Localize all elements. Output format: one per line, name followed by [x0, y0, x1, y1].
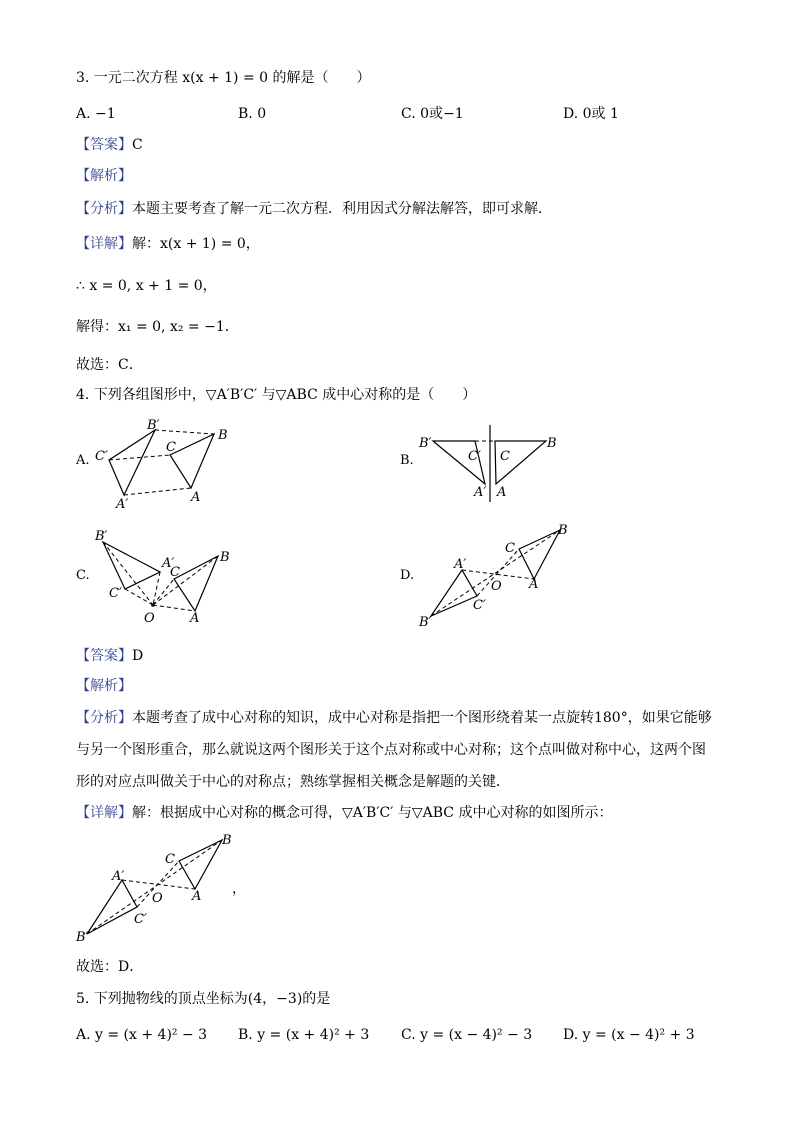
q3-analysis: 【分析】本题主要考查了解一元二次方程．利用因式分解法解答，即可求解． — [76, 201, 552, 217]
label-b: B — [558, 523, 568, 538]
q5-stem: 5. 下列抛物线的顶点坐标为(4，−3)的是 — [76, 991, 331, 1007]
q3-option-b[interactable]: B. 0 — [238, 106, 267, 122]
q3-options — [76, 104, 726, 124]
label-b-prime: B′ — [147, 418, 160, 433]
label-b-prime: B′ — [419, 615, 432, 630]
label-c-prime: C′ — [468, 449, 481, 464]
q4-figure-c[interactable] — [90, 525, 240, 630]
q4-analysis-line-1: 【分析】本题考查了成中心对称的知识，成中心对称是指把一个图形绕着某一点旋转180°，如果它能够 — [76, 710, 712, 726]
q4-solution-comma: ， — [232, 881, 246, 897]
q3-option-c[interactable]: C. 0或−1 — [401, 106, 464, 122]
q4-detail: 【详解】解：根据成中心对称的概念可得，▽A′B′C′ 与▽ABC 成中心对称的如图所示： — [76, 805, 613, 821]
q3-detail: 【详解】解：x(x + 1) = 0， — [76, 236, 260, 252]
q4-option-a-letter[interactable]: A. — [76, 453, 90, 468]
label-b: B — [547, 436, 557, 451]
label-a: A — [190, 611, 200, 626]
q4-option-d-letter[interactable]: D. — [400, 568, 415, 583]
label-b: B — [220, 550, 230, 565]
label-b: B — [222, 833, 232, 848]
label-a-prime: A′ — [112, 869, 125, 884]
label-a: A — [192, 889, 202, 904]
label-a-prime: A′ — [454, 557, 467, 572]
label-c-prime: C′ — [109, 586, 122, 601]
q4-option-b-letter[interactable]: B. — [400, 453, 414, 468]
q4-choose: 故选：D． — [76, 959, 144, 975]
label-c: C — [170, 565, 180, 580]
label-b-prime: B′ — [419, 436, 432, 451]
q5-options — [76, 1025, 726, 1045]
q3-option-d[interactable]: D. 0或 1 — [563, 106, 619, 122]
label-b-prime: B′ — [76, 930, 89, 945]
label-b: B — [218, 428, 228, 443]
label-o: O — [491, 579, 502, 594]
q4-jiexi: 【解析】 — [76, 678, 132, 694]
q3-option-a[interactable]: A. −1 — [76, 106, 116, 122]
q4-analysis-line-3: 形的对应点叫做关于中心的对称点；熟练掌握相关概念是解题的关键． — [76, 774, 510, 790]
label-c-prime: C′ — [473, 598, 486, 613]
q4-figure-a[interactable] — [90, 415, 240, 510]
label-a-prime: A′ — [116, 497, 129, 512]
label-c-prime: C′ — [134, 912, 147, 927]
q3-stem: 3. 一元二次方程 x(x + 1) = 0 的解是（ ） — [76, 70, 371, 86]
label-b-prime: B′ — [95, 529, 108, 544]
label-a: A — [497, 485, 507, 500]
label-c: C — [165, 852, 175, 867]
q4-answer: 【答案】D — [76, 648, 144, 664]
q4-figure-b[interactable] — [414, 420, 574, 505]
q3-answer: 【答案】C — [76, 137, 143, 153]
q5-option-c[interactable]: C. y = (x − 4)² − 3 — [401, 1027, 533, 1043]
q5-option-b[interactable]: B. y = (x + 4)² + 3 — [238, 1027, 370, 1043]
q5-option-d[interactable]: D. y = (x − 4)² + 3 — [563, 1027, 695, 1043]
q4-solution-figure — [74, 828, 239, 943]
q4-analysis-line-2: 与另一个图形重合，那么就说这两个图形关于这个点对称或中心对称；这个点叫做对称中心，这两个图 — [76, 742, 706, 758]
label-a-prime: A′ — [162, 556, 175, 571]
q3-step2: 解得：x₁ = 0, x₂ = −1． — [76, 319, 239, 335]
label-a: A — [191, 490, 201, 505]
q4-figure-d[interactable] — [414, 520, 574, 630]
label-o: O — [144, 611, 155, 626]
label-c-prime: C′ — [95, 449, 108, 464]
label-a-prime: A′ — [474, 485, 487, 500]
q3-choose: 故选：C． — [76, 357, 143, 373]
label-o: O — [152, 891, 163, 906]
q4-option-c-letter[interactable]: C. — [76, 568, 90, 583]
label-c: C — [500, 449, 510, 464]
q5-option-a[interactable]: A. y = (x + 4)² − 3 — [76, 1027, 208, 1043]
label-c: C — [505, 541, 515, 556]
q3-jiexi: 【解析】 — [76, 168, 132, 184]
q4-stem: 4. 下列各组图形中，▽A′B′C′ 与▽ABC 成中心对称的是（ ） — [76, 387, 477, 403]
label-c: C — [166, 440, 176, 455]
label-a: A — [529, 577, 539, 592]
q3-step1: ∴ x = 0, x + 1 = 0， — [76, 278, 217, 294]
